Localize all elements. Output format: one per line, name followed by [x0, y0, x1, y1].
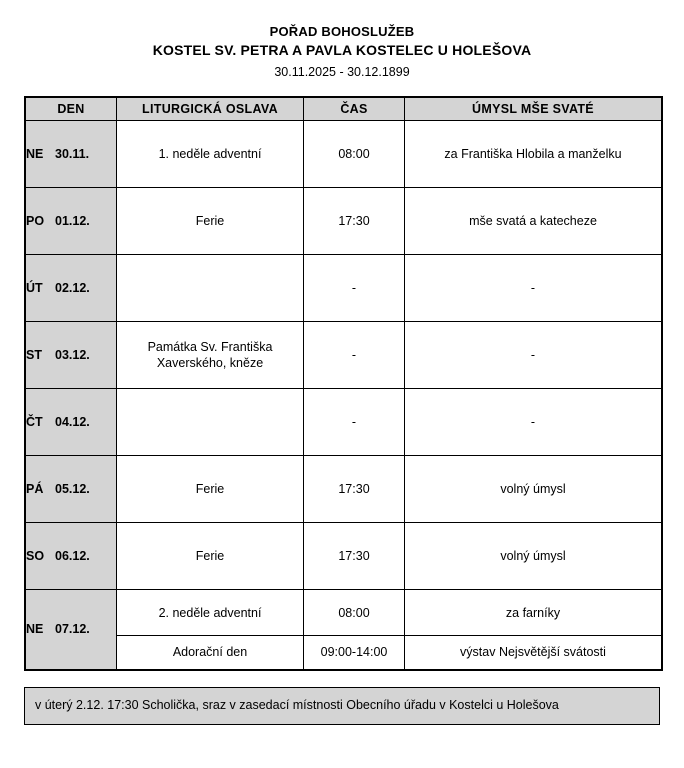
- table-row: [25, 590, 662, 636]
- row-time: -: [304, 322, 405, 389]
- table-row-secondary: [25, 636, 662, 670]
- document-header: [0, 0, 684, 82]
- row-intention: mše svatá a katecheze: [405, 188, 663, 255]
- row-celebration: Ferie: [117, 188, 304, 255]
- column-header-celebration: LITURGICKÁ OSLAVA: [117, 97, 304, 121]
- row-intention: volný úmysl: [405, 523, 663, 590]
- row-date: 01.12.: [55, 214, 90, 228]
- row-date: 03.12.: [55, 348, 90, 362]
- schedule-table: [24, 96, 663, 671]
- row-intention: -: [405, 389, 663, 456]
- row-intention: -: [405, 322, 663, 389]
- row-day-of-week: NE: [26, 147, 44, 161]
- row-day-cell: [25, 389, 117, 456]
- row-day-cell: [25, 188, 117, 255]
- row-day-cell: [25, 255, 117, 322]
- table-row: [25, 322, 662, 389]
- row-time: -: [304, 255, 405, 322]
- row-day-of-week: ÚT: [26, 281, 43, 295]
- schedule-table-head: [25, 97, 662, 121]
- table-row: [25, 188, 662, 255]
- row-intention: za farníky: [405, 590, 663, 636]
- row-date: 02.12.: [55, 281, 90, 295]
- row-time: -: [304, 389, 405, 456]
- row-day-cell: [25, 322, 117, 389]
- row-day-cell: [25, 590, 117, 670]
- footer-note: v úterý 2.12. 17:30 Scholička, sraz v zasedací místnosti Obecního úřadu v Kostelci u Holešova: [24, 687, 660, 725]
- column-header-intention: ÚMYSL MŠE SVATÉ: [405, 97, 663, 121]
- row-celebration-secondary: Adorační den: [117, 636, 304, 670]
- row-intention-secondary: výstav Nejsvětější svátosti: [405, 636, 663, 670]
- row-date: 30.11.: [55, 147, 90, 161]
- row-celebration: 2. neděle adventní: [117, 590, 304, 636]
- row-time: 08:00: [304, 121, 405, 188]
- schedule-table-wrapper: [24, 96, 660, 671]
- row-intention: volný úmysl: [405, 456, 663, 523]
- row-time: 17:30: [304, 456, 405, 523]
- row-day-of-week: SO: [26, 549, 45, 563]
- row-day-of-week: PO: [26, 214, 45, 228]
- row-intention: -: [405, 255, 663, 322]
- row-celebration: [117, 322, 304, 389]
- row-celebration: Ferie: [117, 456, 304, 523]
- schedule-table-body: [25, 121, 662, 670]
- row-date: 05.12.: [55, 482, 90, 496]
- row-time: 08:00: [304, 590, 405, 636]
- row-day-cell: [25, 523, 117, 590]
- table-row: [25, 121, 662, 188]
- row-celebration: Ferie: [117, 523, 304, 590]
- row-day-of-week: NE: [26, 622, 44, 637]
- row-celebration-line-2: Xaverského, kněze: [156, 356, 264, 370]
- row-time: 17:30: [304, 188, 405, 255]
- column-header-day: DEN: [25, 97, 117, 121]
- row-time: 17:30: [304, 523, 405, 590]
- row-day-of-week: PÁ: [26, 482, 44, 496]
- title-line-2: KOSTEL SV. PETRA A PAVLA KOSTELEC U HOLEŠOVA: [152, 42, 532, 58]
- table-row: [25, 456, 662, 523]
- row-celebration: 1. neděle adventní: [117, 121, 304, 188]
- table-row: [25, 255, 662, 322]
- row-celebration-line-1: Památka Sv. Františka: [147, 340, 273, 354]
- title-line-1: POŘAD BOHOSLUŽEB: [269, 24, 415, 39]
- row-date: 07.12.: [55, 622, 90, 637]
- date-range: 30.11.2025 - 30.12.1899: [274, 65, 410, 79]
- row-celebration: [117, 255, 304, 322]
- table-row: [25, 523, 662, 590]
- row-date: 06.12.: [55, 549, 90, 563]
- table-header-row: [25, 97, 662, 121]
- table-row: [25, 389, 662, 456]
- column-header-time: ČAS: [304, 97, 405, 121]
- row-time-secondary: 09:00-14:00: [304, 636, 405, 670]
- row-day-of-week: ČT: [26, 415, 43, 429]
- row-intention: za Františka Hlobila a manželku: [405, 121, 663, 188]
- row-date: 04.12.: [55, 415, 90, 429]
- row-day-of-week: ST: [26, 348, 42, 362]
- row-day-cell: [25, 456, 117, 523]
- row-day-cell: [25, 121, 117, 188]
- row-celebration: [117, 389, 304, 456]
